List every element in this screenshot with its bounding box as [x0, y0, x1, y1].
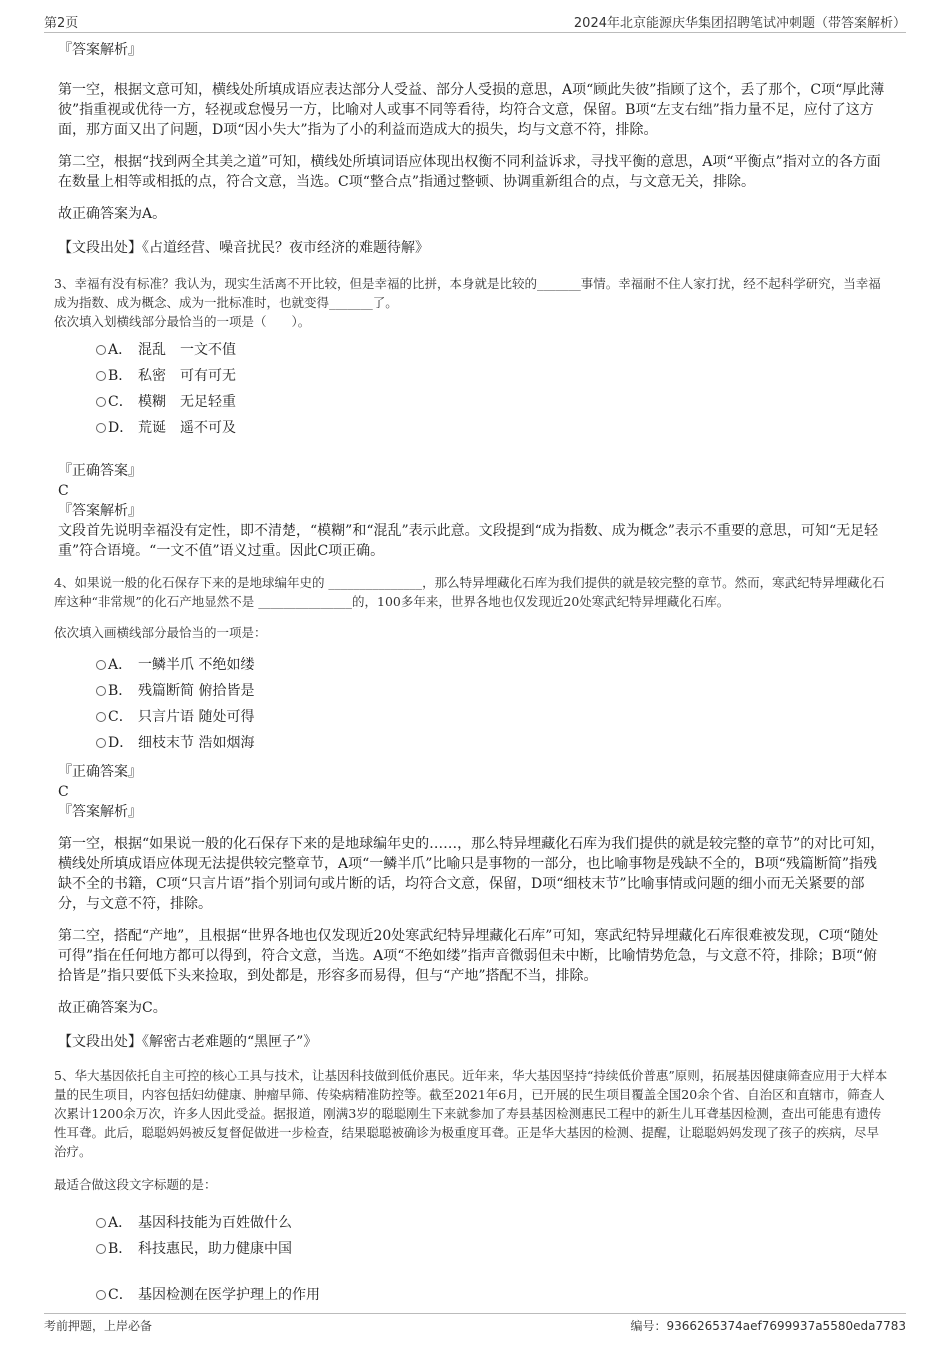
- q3-options: [58, 337, 888, 441]
- q3-analysis: 文段首先说明幸福没有定性，即不清楚，“模糊”和“混乱”表示此意。文段提到“成为指数、成为概念”表示不重要的意思，可知“无足轻重”符合语境。“一文不值”语义过重。因此C项正确。: [58, 523, 879, 559]
- radio-icon[interactable]: [96, 712, 106, 722]
- q4-option-a[interactable]: A． 一鳞半爪 不绝如缕: [58, 652, 888, 678]
- page-number: 第2页: [44, 16, 79, 31]
- q4-option-d[interactable]: D． 细枝末节 浩如烟海: [58, 730, 888, 756]
- q4-options: [58, 652, 888, 756]
- page-header: [44, 10, 906, 33]
- radio-icon[interactable]: [96, 1218, 106, 1228]
- radio-icon[interactable]: [96, 345, 106, 355]
- document-serial: 编号：9366265374aef7699937a5580eda7783: [630, 1319, 906, 1333]
- q5-option-c[interactable]: C． 基因检测在医学护理上的作用: [58, 1282, 888, 1308]
- q3-answer-label: 『正确答案』: [58, 463, 142, 479]
- q4-prompt: 依次填入画横线部分最恰当的一项是：: [54, 625, 267, 640]
- q4-answer-label: 『正确答案』: [58, 764, 142, 780]
- q3-option-d[interactable]: D． 荒诞 遥不可及: [58, 415, 888, 441]
- radio-icon[interactable]: [96, 738, 106, 748]
- q3-prompt: 依次填入划横线部分最恰当的一项是（ ）。: [54, 314, 311, 329]
- q3-option-b[interactable]: B． 私密 可有可无: [58, 363, 888, 389]
- radio-icon[interactable]: [96, 686, 106, 696]
- footer-slogan: 考前押题，上岸必备: [44, 1319, 153, 1333]
- q4-analysis-para1: 第一空，根据“如果说一般的化石保存下来的是地球编年史的……，那么特异埋藏化石库为我们提供的就是较完整的章节”的对比可知，横线处所填成语应体现无法提供较完整章节，A项“一鳞半爪”比喻只是事物的一部分，也比喻事物是残缺不全的，B项“残篇断简”指残缺不全的书籍，C项“只言片语”指个别词句或片断的话，均符合文意，保留，D项“细枝末节”比喻事情或问题的细小而无关紧要的部分，与文意不符，排除。: [58, 836, 885, 912]
- q3-option-a[interactable]: A． 混乱 一文不值: [58, 337, 888, 363]
- radio-icon[interactable]: [96, 660, 106, 670]
- q4-answer: C: [58, 784, 69, 800]
- q2-analysis-para1: 第一空，根据文意可知，横线处所填成语应表达部分人受益、部分人受损的意思，A项“顾此失彼”指顾了这个，丢了那个，C项“厚此薄彼”指重视或优待一方，轻视或怠慢另一方，比喻对人或事不同等看待，均符合文意，保留。B项“左支右绌”指力量不足，应付了这方面，那方面又出了问题，D项“因小失大”指为了小的利益而造成大的损失，均与文意不符，排除。: [58, 82, 885, 138]
- q3-answer: C: [58, 483, 69, 499]
- radio-icon[interactable]: [96, 371, 106, 381]
- q5-option-b[interactable]: B． 科技惠民，助力健康中国: [58, 1236, 888, 1262]
- q4-analysis-para2: 第二空，搭配“产地”，且根据“世界各地也仅发现近20处寒武纪特异埋藏化石库”可知，寒武纪特异埋藏化石库很难被发现，C项“随处可得”指在任何地方都可以得到，符合文意，当选。A项“不绝如缕”指声音微弱但未中断，比喻情势危急，与文意不符，排除；B项“俯拾皆是”指只要低下头来捡取，到处都是，形容多而易得，但与“产地”搭配不当，排除。: [58, 928, 879, 984]
- q5-options: [58, 1210, 888, 1308]
- q5-option-a[interactable]: A． 基因科技能为百姓做什么: [58, 1210, 888, 1236]
- radio-icon[interactable]: [96, 1290, 106, 1300]
- q4-stem: 4、如果说一般的化石保存下来的是地球编年史的 _______________，那么特异埋藏化石库为我们提供的就是较完整的章节。然而，寒武纪特异埋藏化石库这种“非常规”的化石产地显然不是 _______________的，100多年来，世界各地也仅发现近20处寒武纪特异埋藏化石库。: [54, 575, 885, 609]
- q4-option-b[interactable]: B． 残篇断简 俯拾皆是: [58, 678, 888, 704]
- q3-analysis-label: 『答案解析』: [58, 503, 142, 519]
- page-footer: [44, 1313, 906, 1334]
- q4-analysis-label: 『答案解析』: [58, 804, 142, 820]
- document-title: 2024年北京能源庆华集团招聘笔试冲刺题（带答案解析）: [573, 16, 906, 31]
- radio-icon[interactable]: [96, 423, 106, 433]
- q5-prompt: 最适合做这段文字标题的是：: [54, 1177, 217, 1192]
- q2-analysis-para2: 第二空，根据“找到两全其美之道”可知，横线处所填词语应体现出权衡不同利益诉求，寻找平衡的意思，A项“平衡点”指对立的各方面在数量上相等或相抵的点，符合文意，当选。C项“整合点”指通过整顿、协调重新组合的点，与文意无关，排除。: [58, 154, 881, 190]
- q4-source: 【文段出处】《解密古老难题的“黑匣子”》: [58, 1034, 318, 1050]
- page-content: [54, 40, 888, 1308]
- radio-icon[interactable]: [96, 397, 106, 407]
- q3-option-c[interactable]: C． 模糊 无足轻重: [58, 389, 888, 415]
- q2-conclusion: 故正确答案为A。: [58, 206, 167, 222]
- q2-source: 【文段出处】《占道经营、噪音扰民？夜市经济的难题待解》: [58, 240, 429, 256]
- q4-conclusion: 故正确答案为C。: [58, 1000, 167, 1016]
- radio-icon[interactable]: [96, 1244, 106, 1254]
- q5-stem: 5、华大基因依托自主可控的核心工具与技术，让基因科技做到低价惠民。近年来，华大基因坚持“持续低价普惠”原则，拓展基因健康筛查应用于大样本量的民生项目，内容包括妇幼健康、肿瘤早筛、传染病精准防控等。截至2021年6月，已开展的民生项目覆盖全国20余个省、自治区和直辖市，筛查人次累计1200余万次，许多人因此受益。据报道，刚满3岁的聪聪刚生下来就参加了寿县基因检测惠民工程中的新生儿耳聋基因检测，查出可能患有遗传性耳聋。此后，聪聪妈妈被反复督促做进一步检查，结果聪聪被确诊为极重度耳聋。正是华大基因的检测、提醒，让聪聪妈妈发现了孩子的疾病，尽早治疗。: [54, 1068, 888, 1159]
- q4-option-c[interactable]: C． 只言片语 随处可得: [58, 704, 888, 730]
- q2-analysis-label: 『答案解析』: [58, 42, 142, 58]
- q3-stem: 3、幸福有没有标准？我认为，现实生活离不开比较，但是幸福的比拼，本身就是比较的_______事情。幸福耐不住人家打扰，经不起科学研究，当幸福成为指数、成为概念、成为一批标准时，也就变得_______了。: [54, 276, 881, 310]
